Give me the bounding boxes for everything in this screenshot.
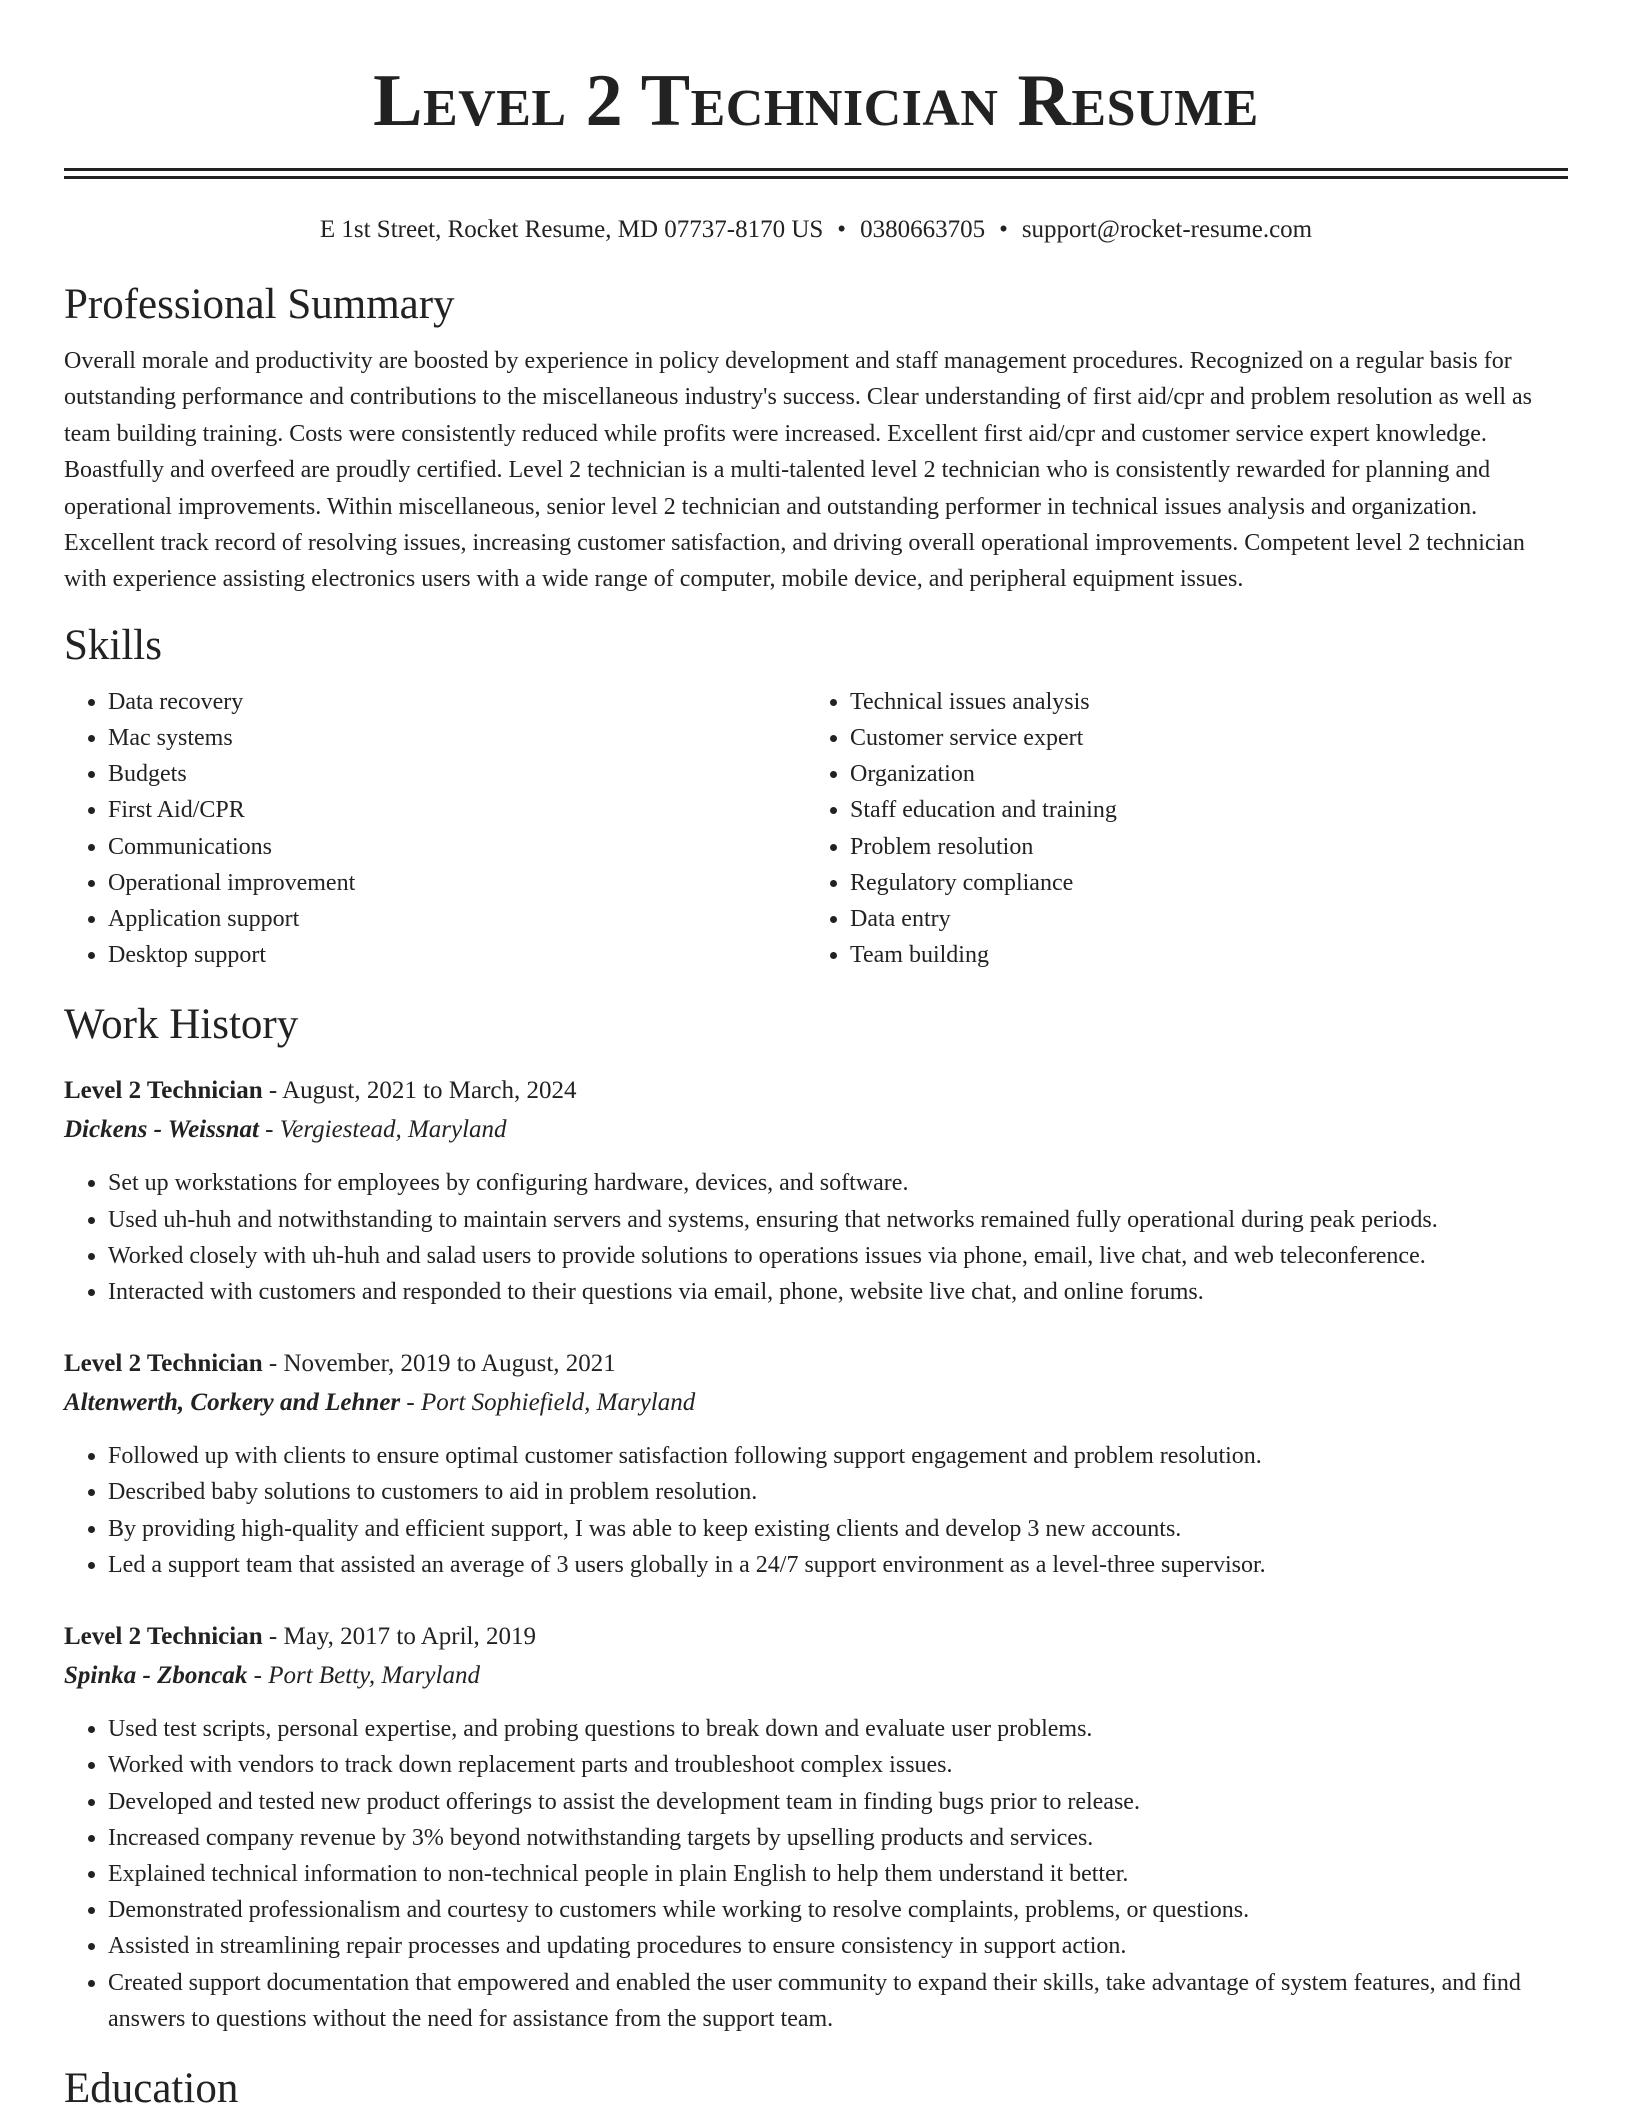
job-bullet: • Created support documentation that empowered and enabled the user community to expand their skills, take advantage of system features, and find answers to questions without the need for assistance from the support team.	[108, 1965, 1568, 2037]
contact-separator: •	[999, 216, 1008, 243]
title-divider	[64, 168, 1568, 179]
company-name: Dickens - Weissnat	[64, 1116, 259, 1144]
contact-line	[64, 215, 1568, 245]
job-title: Level 2 Technician	[64, 1350, 263, 1378]
job-entry	[64, 1071, 1568, 1310]
skills-list-right	[806, 684, 1566, 974]
dash-separator: -	[400, 1389, 421, 1417]
summary-heading: Professional Summary	[64, 281, 455, 328]
job-bullets	[64, 1165, 1568, 1310]
job-bullets	[64, 1711, 1568, 2037]
job-entry	[64, 1617, 1568, 2037]
education-heading: Education	[64, 2064, 239, 2112]
skills-heading: Skills	[64, 621, 162, 669]
skill-item: • Technical issues analysis	[850, 684, 1566, 720]
company-location: Port Sophiefield, Maryland	[420, 1389, 696, 1417]
page-title: Level 2 Technician Resume	[373, 60, 1259, 142]
skill-item: • Staff education and training	[850, 792, 1566, 828]
skill-item: • Application support	[108, 901, 806, 937]
dash-separator: -	[262, 1077, 283, 1105]
company-name: Altenwerth, Corkery and Lehner	[64, 1389, 401, 1417]
job-bullet: • Used uh-huh and notwithstanding to maintain servers and systems, ensuring that networks remained fully operational during peak periods.	[108, 1202, 1568, 1238]
job-title: Level 2 Technician	[64, 1623, 263, 1651]
dash-separator: -	[262, 1350, 284, 1378]
job-bullet: • Set up workstations for employees by configuring hardware, devices, and software.	[108, 1165, 1568, 1201]
skill-item: • Budgets	[108, 756, 806, 792]
company-line	[64, 1110, 1568, 1149]
job-bullet: • Developed and tested new product offerings to assist the development team in finding bugs prior to release.	[108, 1784, 1568, 1820]
skill-item: • Regulatory compliance	[850, 865, 1566, 901]
job-bullet: • Used test scripts, personal expertise, and probing questions to break down and evaluate user problems.	[108, 1711, 1568, 1747]
contact-phone: 0380663705	[860, 216, 986, 243]
work-history-heading: Work History	[64, 1001, 299, 1049]
job-dates: November, 2019 to August, 2021	[283, 1350, 616, 1378]
company-line	[64, 1656, 1568, 1695]
job-bullet: • Worked with vendors to track down replacement parts and troubleshoot complex issues.	[108, 1747, 1568, 1783]
job-bullet: • Interacted with customers and responded to their questions via email, phone, website live chat, and online forums.	[108, 1274, 1568, 1310]
job-bullet: • Demonstrated professionalism and courtesy to customers while working to resolve complaints, problems, or questions.	[108, 1892, 1568, 1928]
job-bullet: • Followed up with clients to ensure optimal customer satisfaction following support engagement and problem resolution.	[108, 1438, 1568, 1474]
job-dates: May, 2017 to April, 2019	[283, 1623, 537, 1651]
skills-list-left	[64, 684, 806, 974]
skill-item: • First Aid/CPR	[108, 792, 806, 828]
job-bullet: • Increased company revenue by 3% beyond notwithstanding targets by upselling products and services.	[108, 1820, 1568, 1856]
contact-email[interactable]: support@rocket-resume.com	[1021, 216, 1313, 243]
job-bullet: • Explained technical information to non-technical people in plain English to help them understand it better.	[108, 1856, 1568, 1892]
skill-item: • Data entry	[850, 901, 1566, 937]
contact-separator: •	[837, 216, 847, 243]
company-location: Vergiestead, Maryland	[279, 1116, 507, 1144]
skill-item: • Data recovery	[108, 684, 806, 720]
skill-item: • Team building	[850, 937, 1566, 973]
skill-item: • Operational improvement	[108, 865, 806, 901]
contact-address: E 1st Street, Rocket Resume, MD 07737-8170 US	[319, 216, 824, 243]
job-dates: August, 2021 to March, 2024	[282, 1077, 577, 1105]
job-title-line	[64, 1071, 1568, 1110]
job-bullet: • Led a support team that assisted an average of 3 users globally in a 24/7 support environment as a level-three supervisor.	[108, 1547, 1568, 1583]
job-title-line	[64, 1617, 1568, 1656]
skills-columns	[64, 684, 1568, 974]
job-bullet: • Described baby solutions to customers to aid in problem resolution.	[108, 1474, 1568, 1510]
dash-separator: -	[258, 1116, 280, 1144]
company-name: Spinka - Zboncak	[64, 1662, 248, 1690]
skill-item: • Mac systems	[108, 720, 806, 756]
company-line	[64, 1383, 1568, 1422]
skill-item: • Organization	[850, 756, 1566, 792]
job-bullet: • Worked closely with uh-huh and salad users to provide solutions to operations issues via phone, email, live chat, and web teleconference.	[108, 1238, 1568, 1274]
skill-item: • Problem resolution	[850, 829, 1566, 865]
job-bullet: • By providing high-quality and efficient support, I was able to keep existing clients and develop 3 new accounts.	[108, 1511, 1568, 1547]
job-title-line	[64, 1344, 1568, 1383]
dash-separator: -	[247, 1662, 269, 1690]
company-location: Port Betty, Maryland	[268, 1662, 480, 1690]
job-bullets	[64, 1438, 1568, 1583]
skill-item: • Desktop support	[108, 937, 806, 973]
dash-separator: -	[262, 1623, 284, 1651]
skill-item: • Customer service expert	[850, 720, 1566, 756]
skill-item: • Communications	[108, 829, 806, 865]
job-entry	[64, 1344, 1568, 1583]
job-title: Level 2 Technician	[64, 1077, 263, 1105]
summary-text: Overall morale and productivity are boosted by experience in policy development and staff management procedures. Recognized on a regular basis for outstanding performance and contributions to the miscellaneous industry's success. Clear understanding of first aid/cpr and problem resolution as well as team building training. Costs were consistently reduced while profits were increased. Excellent first aid/cpr and customer service expert knowledge. Boastfully and overfeed are proudly certified. Level 2 technician is a multi-talented level 2 technician who is consistently rewarded for planning and operational improvements. Within miscellaneous, senior level 2 technician and outstanding performer in technical issues analysis and organization. Excellent track record of resolving issues, increasing customer satisfaction, and driving overall operational improvements. Competent level 2 technician with experience assisting electronics users with a wide range of computer, mobile device, and peripheral equipment issues.	[64, 348, 1532, 593]
job-bullet: • Assisted in streamlining repair processes and updating procedures to ensure consistency in support action.	[108, 1928, 1568, 1964]
